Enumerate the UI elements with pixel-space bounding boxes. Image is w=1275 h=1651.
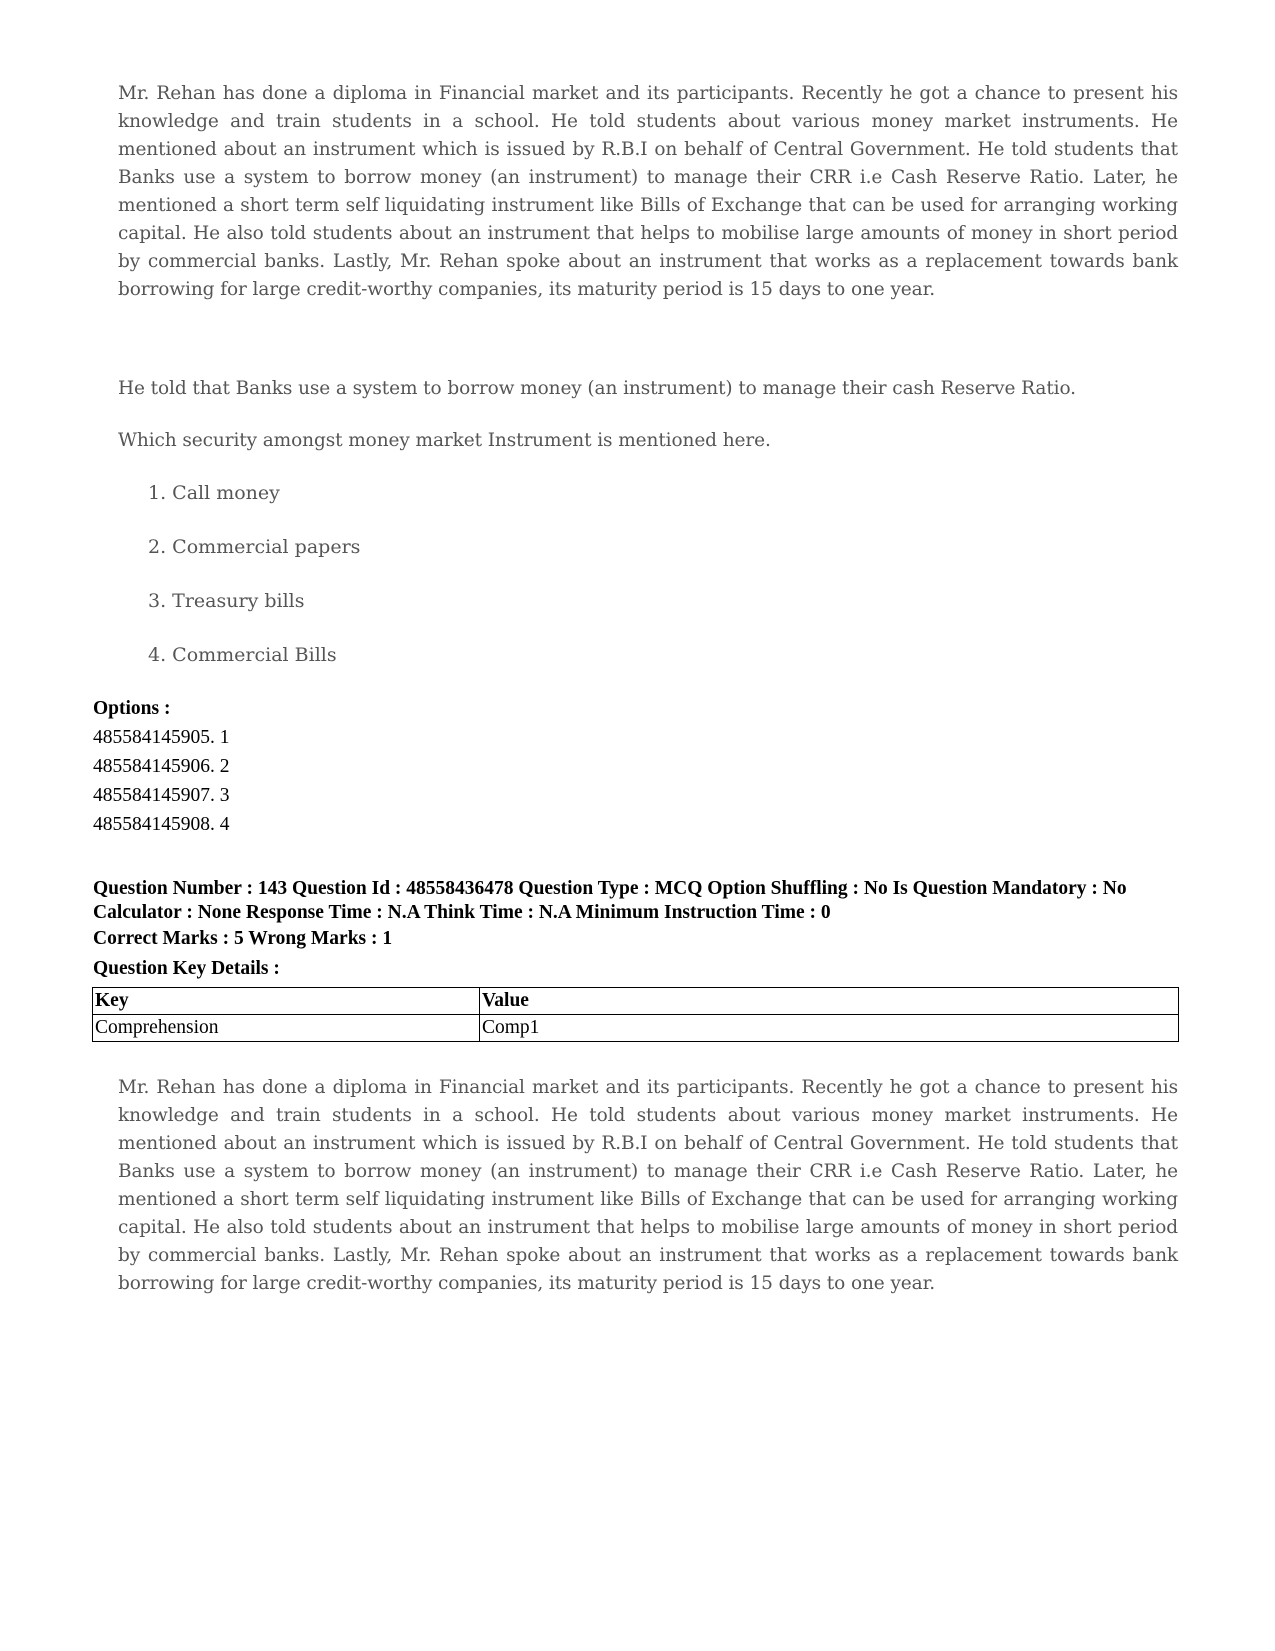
answer-choice: 2. Commercial papers (148, 536, 361, 558)
marks-info: Correct Marks : 5 Wrong Marks : 1 (93, 928, 393, 949)
passage-paragraph: Mr. Rehan has done a diploma in Financial market and its participants. Recently he got a chance to present his knowledge and train students in a school. He told students about various money market instruments. He mentioned about an instrument which is issued by R.B.I on behalf of Central Government. He told students that Banks use a system to borrow money (an instrument) to manage their CRR i.e Cash Reserve Ratio. Later, he mentioned a short term self liquidating instrument like Bills of Exchange that can be used for arranging working capital. He also told students about an instrument that helps to mobilise large amounts of money in short period by commercial banks. Lastly, Mr. Rehan spoke about an instrument that works as a replacement towards bank borrowing for large credit-worthy companies, its maturity period is 15 days to one year. (118, 1077, 1178, 1294)
option-id-line: 485584145905. 1 (93, 727, 230, 748)
table-row (93, 1015, 1179, 1042)
answer-choice: 3. Treasury bills (148, 590, 305, 612)
question-stem (118, 378, 1178, 399)
option-id-line: 485584145906. 2 (93, 756, 230, 777)
passage-text (118, 80, 1178, 304)
option-id-line: 485584145907. 3 (93, 785, 230, 806)
passage-text-repeat (118, 1074, 1178, 1298)
table-header-row (93, 988, 1179, 1015)
table-header-key: Key (93, 988, 480, 1015)
key-details-table (92, 987, 1179, 1042)
question-prompt-text: Which security amongst money market Instrument is mentioned here. (118, 430, 771, 451)
answer-choice: 4. Commercial Bills (148, 644, 337, 666)
question-prompt (118, 430, 1178, 451)
question-stem-text: He told that Banks use a system to borrow money (an instrument) to manage their cash Reserve Ratio. (118, 378, 1076, 399)
table-header-value: Value (480, 988, 1179, 1015)
key-details-label: Question Key Details : (93, 958, 280, 979)
table-cell-value: Comp1 (480, 1015, 1179, 1042)
table-cell-key: Comprehension (93, 1015, 480, 1042)
options-label: Options : (93, 698, 171, 719)
answer-choice: 1. Call money (148, 482, 280, 504)
passage-paragraph: Mr. Rehan has done a diploma in Financial market and its participants. Recently he got a chance to present his knowledge and train students in a school. He told students about various money market instruments. He mentioned about an instrument which is issued by R.B.I on behalf of Central Government. He told students that Banks use a system to borrow money (an instrument) to manage their CRR i.e Cash Reserve Ratio. Later, he mentioned a short term self liquidating instrument like Bills of Exchange that can be used for arranging working capital. He also told students about an instrument that helps to mobilise large amounts of money in short period by commercial banks. Lastly, Mr. Rehan spoke about an instrument that works as a replacement towards bank borrowing for large credit-worthy companies, its maturity period is 15 days to one year. (118, 83, 1178, 300)
question-info: Question Number : 143 Question Id : 48558436478 Question Type : MCQ Option Shuffling : No Is Question Mandatory : No Calculator : None Response Time : N.A Think Time : N.A Minimum Instruction Time : 0 (93, 878, 1127, 923)
option-id-line: 485584145908. 4 (93, 814, 230, 835)
